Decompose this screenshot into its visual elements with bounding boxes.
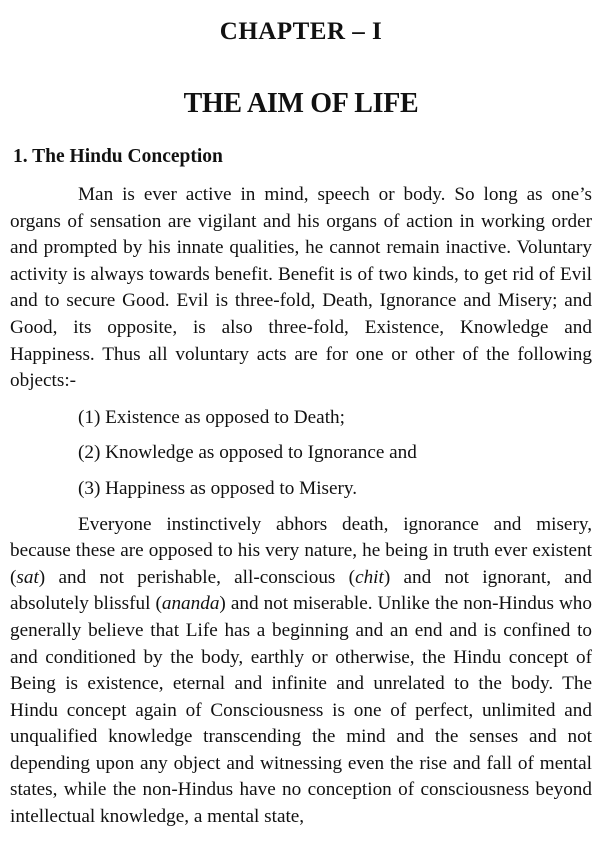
body-text — [10, 182, 592, 831]
term-sat: sat — [16, 566, 39, 588]
list-item: (2) Knowledge as opposed to Ignorance and — [78, 442, 417, 464]
chapter-title: THE AIM OF LIFE — [183, 88, 419, 119]
term-ananda: ananda — [161, 593, 220, 615]
paragraph-1: Man is ever active in mind, speech or body. So long as one’s organs of sensation are vigilant and his organs of action in working order and prompted by his innate qualities, he cannot remain inactive. Voluntary activity is always towards benefit. Benefit is of two kinds, to get rid of Evil and to secure Good. Evil is three-fold, Death, Ignorance and Misery; and Good, its opposite, is also three-fold, Existence, Knowledge and Happiness. Thus all voluntary acts are for one or other of the following objects:- — [10, 184, 592, 392]
paragraph-2-text: ) and not ignorant, and absolutely blissful ( — [10, 566, 592, 615]
objects-list — [10, 405, 592, 503]
list-item: (1) Existence as opposed to Death; — [78, 406, 345, 428]
paragraph-2-text: ) and not miserable. Unlike the non-Hindus who generally believe that Life has a beginning and an end and is confined to and conditioned by the body, earthly or otherwise, the Hindu concept of Being is existence, eternal and infinite and unrelated to the body. The Hindu concept again of Consciousness is one of perfect, unlimited and unqualified knowledge transcending the mind and the senses and not depending upon any object and witnessing even the rise and fall of mental states, while the non-Hindus have no conception of consciousness beyond intellectual knowledge, a mental state, — [10, 593, 592, 828]
paragraph-2 — [10, 512, 592, 831]
paragraph-2-text: Everyone instinctively abhors death, ignorance and misery, because these are opposed to his very nature, he being in truth ever existent ( — [10, 513, 592, 588]
section-heading: 1. The Hindu Conception — [13, 146, 223, 167]
paragraph-2-text: ) and not perishable, all-conscious ( — [38, 566, 356, 588]
page — [10, 0, 592, 854]
list-item: (3) Happiness as opposed to Misery. — [78, 477, 358, 499]
term-chit: chit — [355, 566, 384, 588]
chapter-heading: CHAPTER – I — [219, 18, 383, 45]
